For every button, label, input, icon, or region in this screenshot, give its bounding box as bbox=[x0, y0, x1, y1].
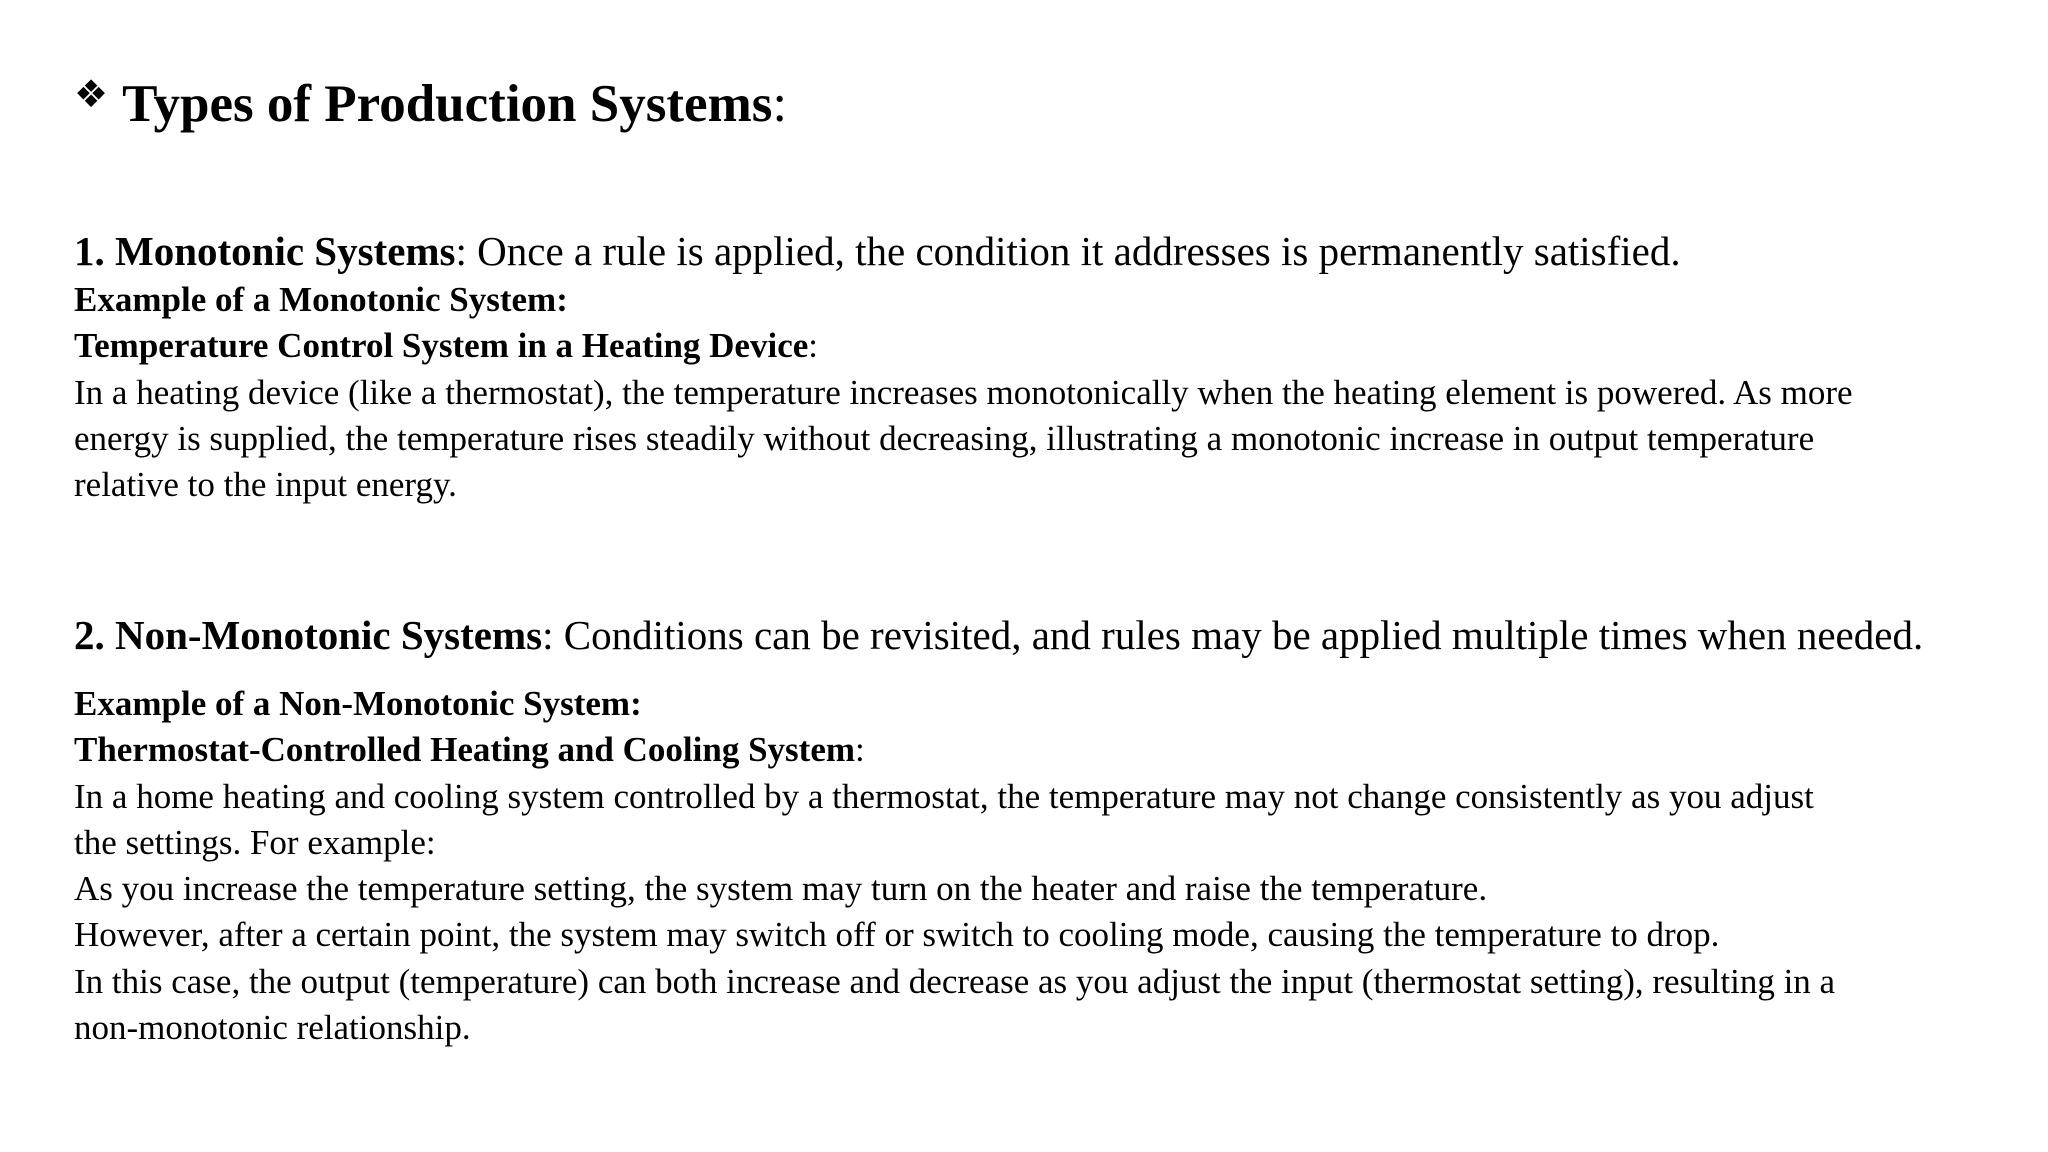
monotonic-definition: : Once a rule is applied, the condition it addresses is permanently satisfied. bbox=[455, 228, 1681, 274]
monotonic-body-line: relative to the input energy. bbox=[74, 465, 457, 505]
non-monotonic-body-line: However, after a certain point, the system may switch off or switch to cooling mode, causing the temperature to drop. bbox=[74, 915, 1720, 955]
non-monotonic-label: 2. Non-Monotonic Systems bbox=[74, 612, 543, 658]
non-monotonic-example-title-text: Thermostat-Controlled Heating and Cooling System bbox=[74, 730, 856, 770]
non-monotonic-section bbox=[74, 609, 2034, 1051]
non-monotonic-definition-line bbox=[74, 609, 2034, 661]
non-monotonic-body-line: the settings. For example: bbox=[74, 822, 436, 862]
non-monotonic-example-title-colon: : bbox=[855, 730, 865, 770]
diamond-bullet-icon: ❖ bbox=[74, 72, 109, 116]
slide-title: Types of Production Systems bbox=[122, 75, 773, 133]
non-monotonic-body-line: In this case, the output (temperature) can both increase and decrease as you adjust the input (thermostat setting), resulting in a bbox=[74, 961, 1836, 1001]
monotonic-example-heading-text: Example of a Monotonic System: bbox=[74, 280, 568, 319]
monotonic-label: 1. Monotonic Systems bbox=[74, 228, 456, 274]
non-monotonic-body-line: non-monotonic relationship. bbox=[74, 1008, 471, 1048]
non-monotonic-definition: : Conditions can be revisited, and rules may be applied multiple times when needed. bbox=[542, 612, 1924, 658]
monotonic-body-line: energy is supplied, the temperature rises steadily without decreasing, illustrating a monotonic increase in output temperature bbox=[74, 418, 1815, 458]
non-monotonic-example-heading-text: Example of a Non-Monotonic System: bbox=[74, 684, 642, 723]
non-monotonic-body-line: In a home heating and cooling system controlled by a thermostat, the temperature may not change consistently as you adjust bbox=[74, 776, 1814, 816]
monotonic-section bbox=[74, 225, 2034, 508]
non-monotonic-example-heading bbox=[74, 681, 2034, 727]
monotonic-definition-line bbox=[74, 225, 2034, 277]
slide-heading bbox=[74, 74, 787, 134]
monotonic-example-title bbox=[74, 323, 2034, 369]
slide-title-colon: : bbox=[772, 75, 788, 133]
monotonic-example-title-colon: : bbox=[808, 326, 818, 366]
non-monotonic-body-line: As you increase the temperature setting, the system may turn on the heater and raise the temperature. bbox=[74, 869, 1488, 909]
non-monotonic-example-title bbox=[74, 727, 2034, 773]
monotonic-example-title-text: Temperature Control System in a Heating Device bbox=[74, 326, 809, 366]
monotonic-body-line: In a heating device (like a thermostat), the temperature increases monotonically when the heating element is powered. As more bbox=[74, 372, 1853, 412]
monotonic-example-heading bbox=[74, 277, 2034, 323]
